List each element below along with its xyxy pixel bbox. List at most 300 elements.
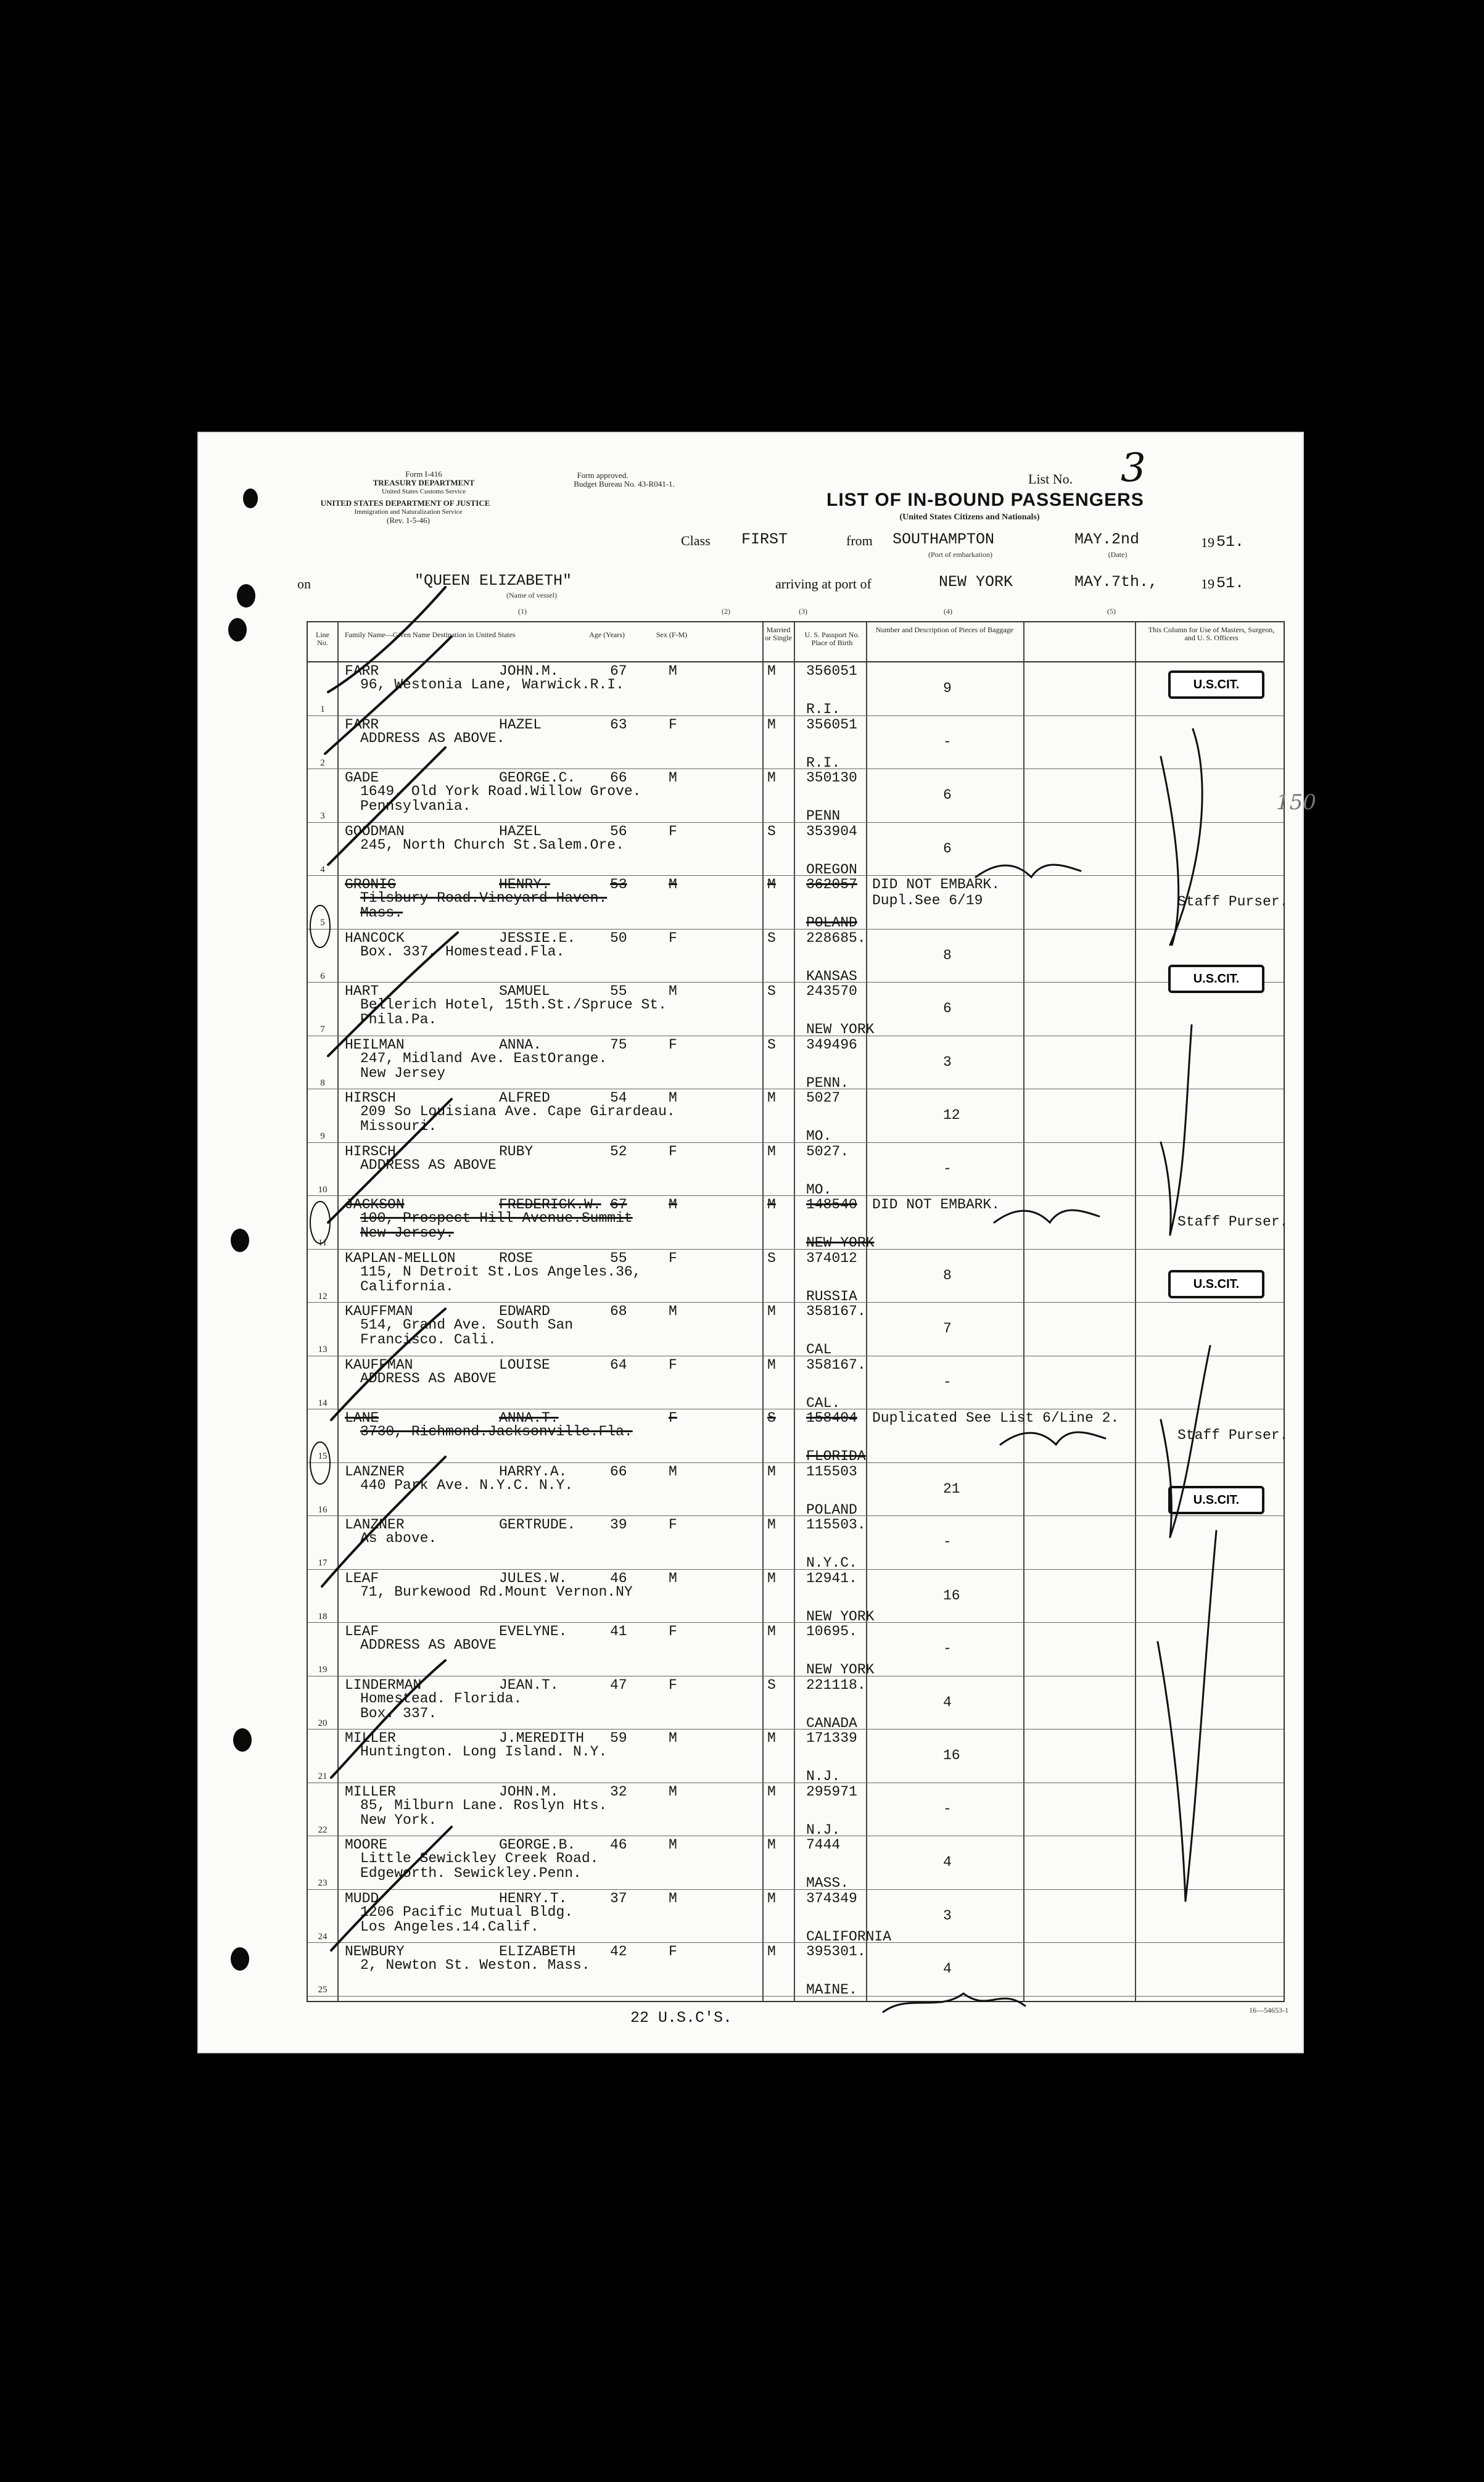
marital-status: M [767, 1890, 776, 1907]
marital-status: M [767, 1730, 776, 1746]
vessel-caption: (Name of vessel) [506, 591, 557, 600]
baggage: 6 [943, 840, 952, 857]
family-name: LINDERMAN [345, 1676, 422, 1693]
line-number: 18 [318, 1611, 328, 1622]
line-number: 21 [318, 1771, 328, 1781]
address-line-1: 440 Park Ave. N.Y.C. N.Y. [360, 1477, 574, 1493]
arrival-year-prefix: 19 [1201, 576, 1214, 592]
line-number: 20 [318, 1718, 328, 1728]
line-number: 16 [318, 1504, 328, 1515]
place-of-birth: POLAND [806, 915, 857, 931]
baggage: DID NOT EMBARK. [872, 876, 1000, 893]
list-no-label: List No. [1028, 471, 1073, 487]
marital-status: M [767, 1090, 776, 1106]
marital-status: M [767, 716, 776, 733]
passport-number: 243570 [806, 983, 857, 999]
family-name: MILLER [345, 1730, 396, 1746]
age: 46 [610, 1837, 627, 1853]
passport-number: 349496 [806, 1036, 857, 1053]
place-of-birth: RUSSIA [806, 1288, 857, 1305]
place-of-birth: NEW YORK [806, 1662, 875, 1678]
passport-number: 228685. [806, 930, 866, 946]
passport-number: 12941. [806, 1570, 857, 1586]
us-citizen-stamp: U.S.CIT. [1168, 965, 1264, 993]
col-header-officers: This Column for Use of Masters, Surgeon, and U. S. Officers [1148, 625, 1275, 642]
marital-status: S [767, 1250, 776, 1266]
family-name: JACKSON [345, 1197, 405, 1213]
given-name: J.MEREDITH [499, 1730, 585, 1746]
address-line-1: 247, Midland Ave. EastOrange. [360, 1050, 608, 1066]
customs-service: United States Customs Service [382, 488, 466, 495]
marital-status: M [767, 1303, 776, 1319]
address-line-1: ADDRESS AS ABOVE [360, 1370, 497, 1387]
place-of-birth: N.J. [806, 1821, 841, 1838]
baggage: 4 [943, 1694, 952, 1710]
given-name: GEORGE.C. [499, 770, 576, 786]
age: 56 [610, 823, 627, 839]
baggage: 21 [943, 1480, 960, 1497]
passport-number: 115503 [806, 1463, 857, 1480]
arrival-year-value: 51. [1216, 574, 1245, 592]
place-of-birth: MASS. [806, 1875, 849, 1891]
age: 64 [610, 1356, 627, 1373]
list-subtitle: (United States Citizens and Nationals) [899, 513, 1040, 522]
line-number: 25 [318, 1985, 328, 1995]
given-name: ANNA.T. [499, 1410, 559, 1426]
given-name: ALFRED [499, 1090, 550, 1106]
date-caption: (Date) [1108, 550, 1127, 559]
age: 32 [610, 1783, 627, 1800]
passport-number: 7444 [806, 1837, 841, 1853]
address-line-1: ADDRESS AS ABOVE [360, 1156, 497, 1173]
baggage: - [943, 1800, 952, 1817]
place-of-birth: NEW YORK [806, 1021, 875, 1037]
family-name: NEWBURY [345, 1944, 405, 1960]
passport-number: 221118. [806, 1676, 866, 1693]
col-number-3: (3) [799, 607, 807, 616]
marital-status: M [767, 1197, 776, 1213]
address-line-2: Los Angeles.14.Calif. [360, 1918, 539, 1935]
age: 53 [610, 876, 627, 893]
officer-note: Staff Purser. [1177, 894, 1288, 910]
given-name: HAZEL [499, 716, 542, 733]
place-of-birth: POLAND [806, 1501, 857, 1518]
sex: M [669, 1730, 677, 1746]
sex: F [669, 1517, 677, 1533]
age: 66 [610, 1463, 627, 1480]
us-citizen-stamp: U.S.CIT. [1168, 670, 1264, 699]
family-name: LANZNER [345, 1517, 405, 1533]
marital-status: M [767, 663, 776, 679]
address-line-1: Tilsbury Road.Vineyard Haven. [360, 890, 608, 906]
age: 55 [610, 983, 627, 999]
sex: M [669, 1197, 677, 1213]
passport-number: 356051 [806, 716, 857, 733]
from-label: from [846, 533, 873, 548]
col-number-1: (1) [518, 607, 527, 616]
family-name: LANE [345, 1410, 379, 1426]
address-line-2: New Jersey. [360, 1225, 454, 1241]
sex: M [669, 1890, 677, 1907]
age: 66 [610, 770, 627, 786]
baggage: 6 [943, 1000, 952, 1016]
given-name: HENRY.T. [499, 1890, 567, 1907]
revision: (Rev. 1-5-46) [387, 516, 430, 525]
baggage: - [943, 733, 952, 750]
given-name: EDWARD [499, 1303, 550, 1319]
line-number: 22 [318, 1824, 328, 1835]
address-line-1: 514, Grand Ave. South San [360, 1317, 574, 1333]
marital-status: M [767, 876, 776, 893]
age: 41 [610, 1623, 627, 1639]
place-of-birth: PENN [806, 808, 841, 824]
line-number: 4 [320, 864, 325, 875]
sex: F [669, 716, 677, 733]
total-citizens: 22 U.S.C'S. [630, 2009, 733, 2027]
age: 55 [610, 1250, 627, 1266]
sex: M [669, 983, 677, 999]
family-name: MILLER [345, 1783, 396, 1800]
age: 46 [610, 1570, 627, 1586]
col-header-age: Age (Years) [589, 630, 625, 639]
address-line-2: California. [360, 1278, 454, 1295]
line-number: 17 [318, 1558, 328, 1568]
line-number: 1 [320, 704, 325, 714]
arrival-date: MAY.7th., [1074, 573, 1158, 591]
age: 50 [610, 930, 627, 946]
baggage: 8 [943, 1267, 952, 1284]
sex: M [669, 1090, 677, 1106]
passport-number: 374012 [806, 1250, 857, 1266]
age: 39 [610, 1517, 627, 1533]
address-line-2: Francisco. Cali. [360, 1332, 497, 1348]
us-citizen-stamp: U.S.CIT. [1168, 1486, 1264, 1514]
age: 67 [610, 663, 627, 679]
passport-number: 358167. [806, 1303, 866, 1319]
marital-status: S [767, 823, 776, 839]
sex: F [669, 930, 677, 946]
given-name: SAMUEL [499, 983, 550, 999]
sex: F [669, 823, 677, 839]
given-name: EVELYNE. [499, 1623, 567, 1639]
passport-number: 362057 [806, 876, 857, 893]
address-line-1: 209 So Louisiana Ave. Cape Girardeau. [360, 1103, 675, 1119]
col-number-5: (5) [1107, 607, 1116, 616]
given-name: LOUISE [499, 1356, 550, 1373]
embark-date: MAY.2nd [1074, 530, 1140, 548]
sex: F [669, 1356, 677, 1373]
treasury-dept: TREASURY DEPARTMENT [373, 478, 475, 487]
sex: M [669, 1783, 677, 1800]
family-name: MUDD [345, 1890, 379, 1907]
sex: M [669, 1303, 677, 1319]
line-number: 8 [320, 1078, 325, 1088]
baggage: 4 [943, 1961, 952, 1977]
class-value: FIRST [741, 530, 788, 548]
given-name: HARRY.A. [499, 1463, 567, 1480]
family-name: GRONIG [345, 876, 396, 893]
col-number-4: (4) [944, 607, 952, 616]
given-name: ELIZABETH [499, 1944, 576, 1960]
family-name: LEAF [345, 1623, 379, 1639]
baggage: 16 [943, 1587, 960, 1604]
family-name: HIRSCH [345, 1143, 396, 1160]
baggage: 4 [943, 1854, 952, 1870]
line-number: 10 [318, 1184, 328, 1195]
us-citizen-stamp: U.S.CIT. [1168, 1270, 1264, 1298]
age: 52 [610, 1143, 627, 1160]
family-name: KAUFFMAN [345, 1303, 413, 1319]
marital-status: M [767, 1143, 776, 1160]
sex: F [669, 1944, 677, 1960]
address-line-2: Box. 337. [360, 1705, 437, 1721]
place-of-birth: CALIFORNIA [806, 1928, 892, 1945]
passport-number: 115503. [806, 1517, 866, 1533]
marital-status: M [767, 770, 776, 786]
age: 63 [610, 716, 627, 733]
place-of-birth: PENN. [806, 1074, 849, 1091]
baggage: - [943, 1160, 952, 1177]
col-header-name: Family Name—Given Name Destination in United States [345, 630, 516, 639]
sex: M [669, 876, 677, 893]
address-line-1: 3730, Richmond.Jacksonville.Fla. [360, 1424, 633, 1440]
officer-note: Staff Purser. [1177, 1427, 1288, 1443]
family-name: HANCOCK [345, 930, 405, 946]
line-number: 7 [320, 1025, 325, 1034]
given-name: FREDERICK.W. [499, 1197, 601, 1213]
sex: F [669, 1143, 677, 1160]
given-name: GEORGE.B. [499, 1837, 576, 1853]
col-number-2: (2) [722, 607, 730, 616]
line-number: 2 [320, 757, 325, 768]
place-of-birth: CANADA [806, 1715, 857, 1731]
age: 67 [610, 1197, 627, 1213]
address-line-1: 115, N Detroit St.Los Angeles.36, [360, 1263, 641, 1280]
passport-number: 295971 [806, 1783, 857, 1800]
budget-bureau: Budget Bureau No. 43-R041-1. [574, 479, 675, 489]
marital-status: S [767, 1676, 776, 1693]
address-line-2: Edgeworth. Sewickley.Penn. [360, 1865, 582, 1881]
given-name: HENRY. [499, 876, 550, 893]
marital-status: S [767, 1410, 776, 1426]
family-name: LEAF [345, 1570, 379, 1586]
baggage: Duplicated See List 6/Line 2. [872, 1410, 1119, 1426]
address-line-1: Little Sewickley Creek Road. [360, 1850, 599, 1866]
family-name: KAPLAN-MELLON [345, 1250, 456, 1266]
sex: F [669, 1036, 677, 1053]
marital-status: M [767, 1570, 776, 1586]
place-of-birth: MO. [806, 1128, 832, 1144]
address-line-2: Phila.Pa. [360, 1012, 437, 1028]
marital-status: S [767, 930, 776, 946]
sex: F [669, 1676, 677, 1693]
family-name: KAUFFMAN [345, 1356, 413, 1373]
given-name: JESSIE.E. [499, 930, 576, 946]
sex: F [669, 1623, 677, 1639]
family-name: HIRSCH [345, 1090, 396, 1106]
place-of-birth: NEW YORK [806, 1235, 875, 1251]
place-of-birth: R.I. [806, 754, 841, 771]
marital-status: M [767, 1783, 776, 1800]
col-header-line: Line No. [316, 630, 329, 647]
passport-number: 158404 [806, 1410, 857, 1426]
address-line-1: As above. [360, 1530, 437, 1546]
address-line-2: Missouri. [360, 1118, 437, 1134]
age: 68 [610, 1303, 627, 1319]
baggage: 12 [943, 1107, 960, 1123]
place-of-birth: CAL. [806, 1395, 841, 1411]
place-of-birth: R.I. [806, 701, 841, 717]
family-name: HEILMAN [345, 1036, 405, 1053]
baggage: 16 [943, 1747, 960, 1763]
given-name: JEAN.T. [499, 1676, 559, 1693]
arriving-label: arriving at port of [775, 576, 872, 592]
age: 59 [610, 1730, 627, 1746]
address-line-1: 71, Burkewood Rd.Mount Vernon.NY [360, 1583, 633, 1600]
passport-number: 171339 [806, 1730, 857, 1746]
marital-status: M [767, 1944, 776, 1960]
list-no-value: 3 [1121, 445, 1146, 491]
line-number: 11 [318, 1238, 328, 1248]
baggage: 7 [943, 1321, 952, 1337]
line-number: 6 [320, 971, 325, 981]
baggage: 9 [943, 680, 952, 696]
age: 47 [610, 1676, 627, 1693]
passport-number: 10695. [806, 1623, 857, 1639]
place-of-birth: CAL [806, 1342, 832, 1358]
col-header-married: Married or Single [765, 625, 792, 642]
baggage: DID NOT EMBARK. [872, 1197, 1000, 1213]
col-header-baggage: Number and Description of Pieces of Baggage [875, 625, 1014, 634]
address-line-1: 1206 Pacific Mutual Bldg. [360, 1903, 574, 1920]
family-name: HART [345, 983, 379, 999]
place-of-birth: OREGON [806, 861, 857, 878]
sex: M [669, 1463, 677, 1480]
family-name: FARR [345, 663, 379, 679]
marital-status: S [767, 1036, 776, 1053]
marital-status: M [767, 1623, 776, 1639]
address-line-1: 96, Westonia Lane, Warwick.R.I. [360, 677, 624, 693]
age: 42 [610, 1944, 627, 1960]
on-label: on [297, 576, 311, 592]
address-line-2: Mass. [360, 905, 403, 921]
vessel-name: "QUEEN ELIZABETH" [414, 572, 572, 590]
class-label: Class [681, 533, 711, 548]
sex: M [669, 1570, 677, 1586]
sex: F [669, 1410, 677, 1426]
line-number: 15 [318, 1451, 328, 1461]
list-title: LIST OF IN-BOUND PASSENGERS [827, 490, 1144, 510]
marital-status: S [767, 983, 776, 999]
marital-status: M [767, 1837, 776, 1853]
passport-number: 356051 [806, 663, 857, 679]
place-of-birth: MAINE. [806, 1982, 857, 1998]
address-line-2: New York. [360, 1812, 437, 1828]
passport-number: 350130 [806, 770, 857, 786]
line-number: 3 [320, 811, 325, 821]
passport-number: 353904 [806, 823, 857, 839]
baggage: 6 [943, 787, 952, 803]
embark-caption: (Port of embarkation) [928, 550, 992, 559]
family-name: GADE [345, 770, 379, 786]
place-of-birth: FLORIDA [806, 1448, 866, 1464]
address-line-2: Pennsylvania. [360, 798, 471, 814]
year-value: 51. [1216, 533, 1245, 551]
address-line-1: ADDRESS AS ABOVE [360, 1637, 497, 1653]
baggage: - [943, 1641, 952, 1657]
family-name: LANZNER [345, 1463, 405, 1480]
given-name: RUBY [499, 1143, 534, 1160]
baggage: 3 [943, 1907, 952, 1924]
justice-dept: UNITED STATES DEPARTMENT OF JUSTICE [320, 498, 490, 508]
line-number: 12 [318, 1291, 328, 1301]
marital-status: M [767, 1517, 776, 1533]
sex: M [669, 770, 677, 786]
place-of-birth: NEW YORK [806, 1608, 875, 1625]
baggage-note: Dupl.See 6/19 [872, 893, 983, 909]
print-code: 16—54653-1 [1249, 2006, 1288, 2014]
marital-status: M [767, 1463, 776, 1480]
line-number: 13 [318, 1345, 328, 1354]
address-line-1: Box. 337, Homestead.Fla. [360, 943, 565, 960]
address-line-1: Homestead. Florida. [360, 1690, 522, 1707]
given-name: GERTRUDE. [499, 1517, 576, 1533]
line-number: 14 [318, 1398, 328, 1408]
passport-number: 5027 [806, 1090, 841, 1106]
address-line-1: 1649, Old York Road.Willow Grove. [360, 783, 641, 799]
form-number: Form I-416 [405, 469, 442, 479]
marital-status: M [767, 1356, 776, 1373]
col-header-passport: U. S. Passport No. Place of Birth [804, 630, 860, 647]
line-number: 19 [318, 1665, 328, 1675]
passport-number: 148540 [806, 1197, 857, 1213]
sex: M [669, 663, 677, 679]
given-name: HAZEL [499, 823, 542, 839]
passport-number: 358167. [806, 1356, 866, 1373]
place-of-birth: MO. [806, 1181, 832, 1198]
sex: F [669, 1250, 677, 1266]
given-name: ROSE [499, 1250, 534, 1266]
age: 75 [610, 1036, 627, 1053]
address-line-1: Bellerich Hotel, 15th.St./Spruce St. [360, 997, 667, 1013]
address-line-1: 85, Milburn Lane. Roslyn Hts. [360, 1797, 608, 1813]
address-line-1: 245, North Church St.Salem.Ore. [360, 836, 624, 853]
address-line-1: ADDRESS AS ABOVE. [360, 730, 505, 746]
baggage: - [943, 1534, 952, 1550]
place-of-birth: KANSAS [806, 968, 857, 984]
family-name: MOORE [345, 1837, 388, 1853]
baggage: 3 [943, 1053, 952, 1070]
place-of-birth: N.J. [806, 1768, 841, 1784]
family-name: GOODMAN [345, 823, 405, 839]
line-number: 24 [318, 1931, 328, 1942]
baggage: - [943, 1374, 952, 1390]
given-name: JULES.W. [499, 1570, 567, 1586]
given-name: JOHN.M. [499, 663, 559, 679]
immigration-service: Immigration and Naturalization Service [354, 508, 463, 516]
officer-note: Staff Purser. [1177, 1214, 1288, 1230]
arrival-port: NEW YORK [939, 573, 1013, 591]
embark-port: SOUTHAMPTON [892, 530, 995, 548]
year-prefix: 19 [1201, 535, 1214, 550]
passport-number: 395301. [806, 1944, 866, 1960]
col-header-sex: Sex (F-M) [656, 630, 688, 639]
age: 37 [610, 1890, 627, 1907]
address-line-1: Huntington. Long Island. N.Y. [360, 1744, 608, 1760]
given-name: ANNA. [499, 1036, 542, 1053]
address-line-1: 2, Newton St. Weston. Mass. [360, 1957, 590, 1973]
form-approved: Form approved. [577, 471, 629, 480]
